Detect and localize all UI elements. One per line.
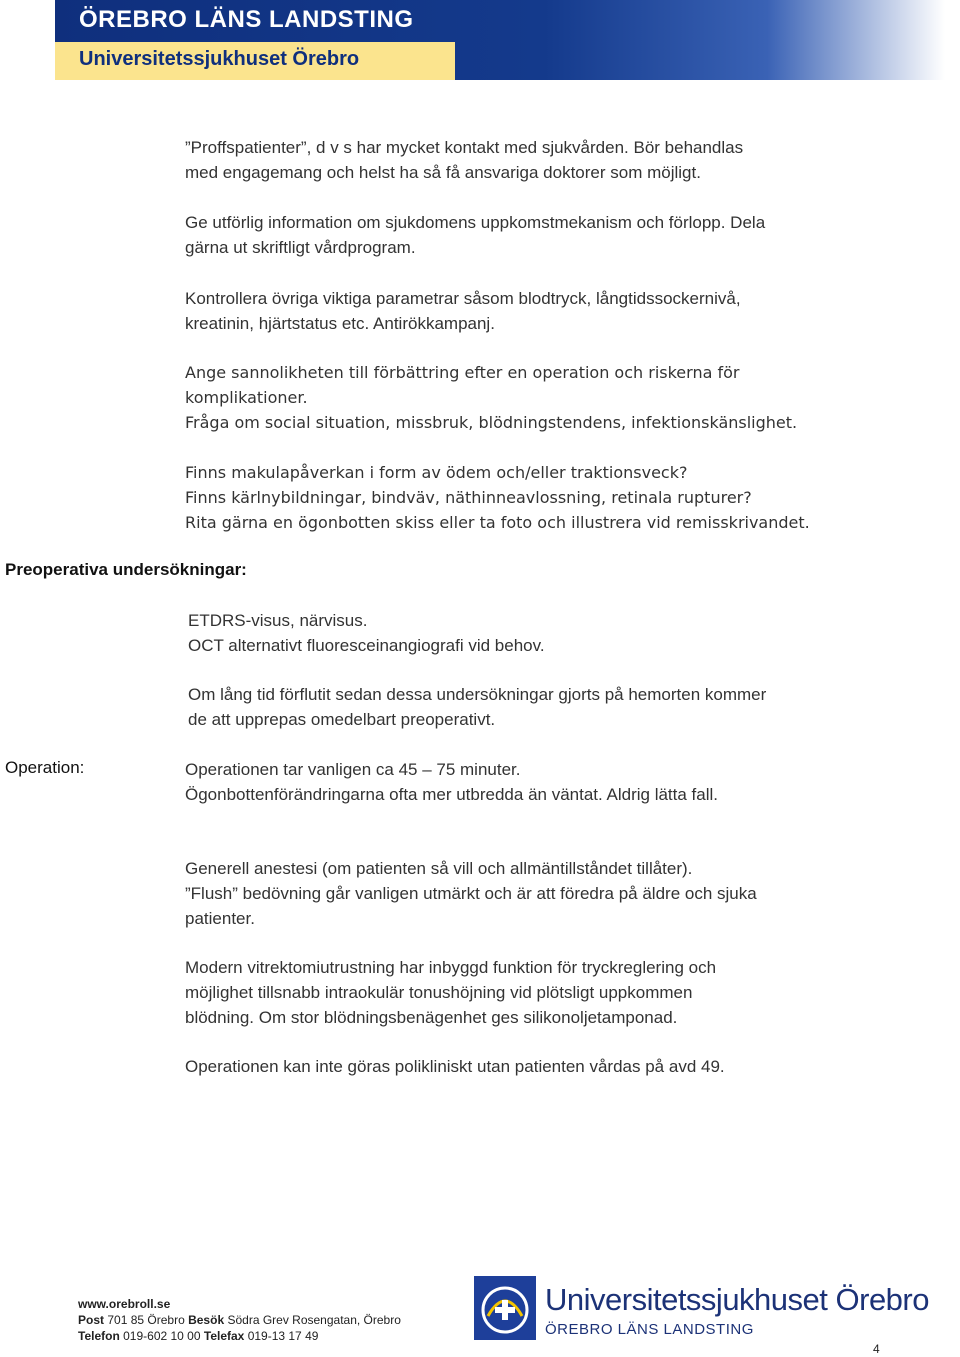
paragraph-information — [185, 210, 885, 260]
paragraph-anestesi — [185, 856, 885, 931]
paragraph-upprepas — [188, 682, 888, 732]
header-hospital-band — [55, 42, 455, 80]
text-line: komplikationer. — [185, 388, 308, 407]
footer-website[interactable]: www.orebroll.se — [78, 1297, 171, 1311]
text-line: ”Flush” bedövning går vanligen utmärkt och är att föredra på äldre och sjuka — [185, 884, 757, 903]
footer-visit-value: Södra Grev Rosengatan, Örebro — [227, 1313, 401, 1327]
header-hospital-name: Universitetssjukhuset Örebro — [79, 48, 360, 70]
footer-phone-label: Telefon — [78, 1329, 120, 1343]
text-line: Operationen tar vanligen ca 45 – 75 minuter. — [185, 760, 521, 779]
footer-logo-subtitle: ÖREBRO LÄNS LANDSTING — [545, 1321, 754, 1338]
text-line: Generell anestesi (om patienten så vill och allmäntillståndet tillåter). — [185, 859, 693, 878]
text-line: de att upprepas omedelbart preoperativt. — [188, 710, 496, 729]
footer-phone-value: 019-602 10 00 — [123, 1329, 201, 1343]
paragraph-proffspatienter — [185, 135, 885, 185]
footer-logo-title: Universitetssjukhuset Örebro — [545, 1282, 929, 1317]
header-organization: ÖREBRO LÄNS LANDSTING — [79, 6, 414, 33]
page-number: 4 — [873, 1342, 880, 1356]
footer-contact — [78, 1296, 401, 1344]
paragraph-vitrektomi — [185, 955, 885, 1030]
text-line: Modern vitrektomiutrustning har inbyggd funktion för tryckreglering och — [185, 958, 717, 977]
text-line: gärna ut skriftligt vårdprogram. — [185, 238, 416, 257]
text-line: Fråga om social situation, missbruk, blödningstendens, infektionskänslighet. — [185, 413, 798, 432]
text-line: Kontrollera övriga viktiga parametrar såsom blodtryck, långtidssockernivå, — [185, 289, 741, 308]
paragraph-etdrs — [188, 608, 888, 658]
text-line: kreatinin, hjärtstatus etc. Antirökkampanj. — [185, 314, 495, 333]
text-line: Om lång tid förflutit sedan dessa undersökningar gjorts på hemorten kommer — [188, 685, 767, 704]
text-line: blödning. Om stor blödningsbenägenhet ges silikonoljetamponad. — [185, 1008, 678, 1027]
footer-fax-label: Telefax — [203, 1329, 245, 1343]
text-line: Ögonbottenförändringarna ofta mer utbredda än väntat. Aldrig lätta fall. — [185, 785, 719, 804]
text-line: Rita gärna en ögonbotten skiss eller ta foto och illustrera vid remisskrivandet. — [185, 513, 810, 532]
page-header — [55, 0, 945, 80]
label-preoperativa: Preoperativa undersökningar: — [5, 560, 247, 579]
footer-fax-value: 019-13 17 49 — [247, 1329, 319, 1343]
text-line: Finns kärlnybildningar, bindväv, näthinneavlossning, retinala rupturer? — [185, 488, 752, 507]
text-line: Finns makulapåverkan i form av ödem och/eller traktionsveck? — [185, 463, 688, 482]
label-operation: Operation: — [5, 758, 85, 777]
text-line: Ange sannolikheten till förbättring efter en operation och riskerna för — [185, 363, 740, 382]
paragraph-poliklinisk — [185, 1054, 885, 1079]
text-line: OCT alternativt fluoresceinangiografi vid behov. — [188, 636, 545, 655]
text-line: möjlighet tillsnabb intraokulär tonushöjning vid plötsligt uppkommen — [185, 983, 693, 1002]
text-line: ETDRS-visus, närvisus. — [188, 611, 368, 630]
footer-post-value: 701 85 Örebro — [107, 1313, 185, 1327]
text-line: med engagemang och helst ha så få ansvariga doktorer som möjligt. — [185, 163, 701, 182]
hospital-logo-icon — [474, 1276, 536, 1340]
text-line: Ge utförlig information om sjukdomens uppkomstmekanism och förlopp. Dela — [185, 213, 766, 232]
paragraph-kontrollera — [185, 286, 885, 336]
paragraph-sannolikhet — [185, 360, 885, 435]
paragraph-operationstid — [185, 757, 885, 807]
footer-visit-label: Besök — [188, 1313, 225, 1327]
text-line: Operationen kan inte göras polikliniskt utan patienten vårdas på avd 49. — [185, 1057, 725, 1076]
text-line: ”Proffspatienter”, d v s har mycket kontakt med sjukvården. Bör behandlas — [185, 138, 744, 157]
paragraph-makula — [185, 460, 885, 535]
text-line: patienter. — [185, 909, 255, 928]
footer-post-label: Post — [78, 1313, 105, 1327]
